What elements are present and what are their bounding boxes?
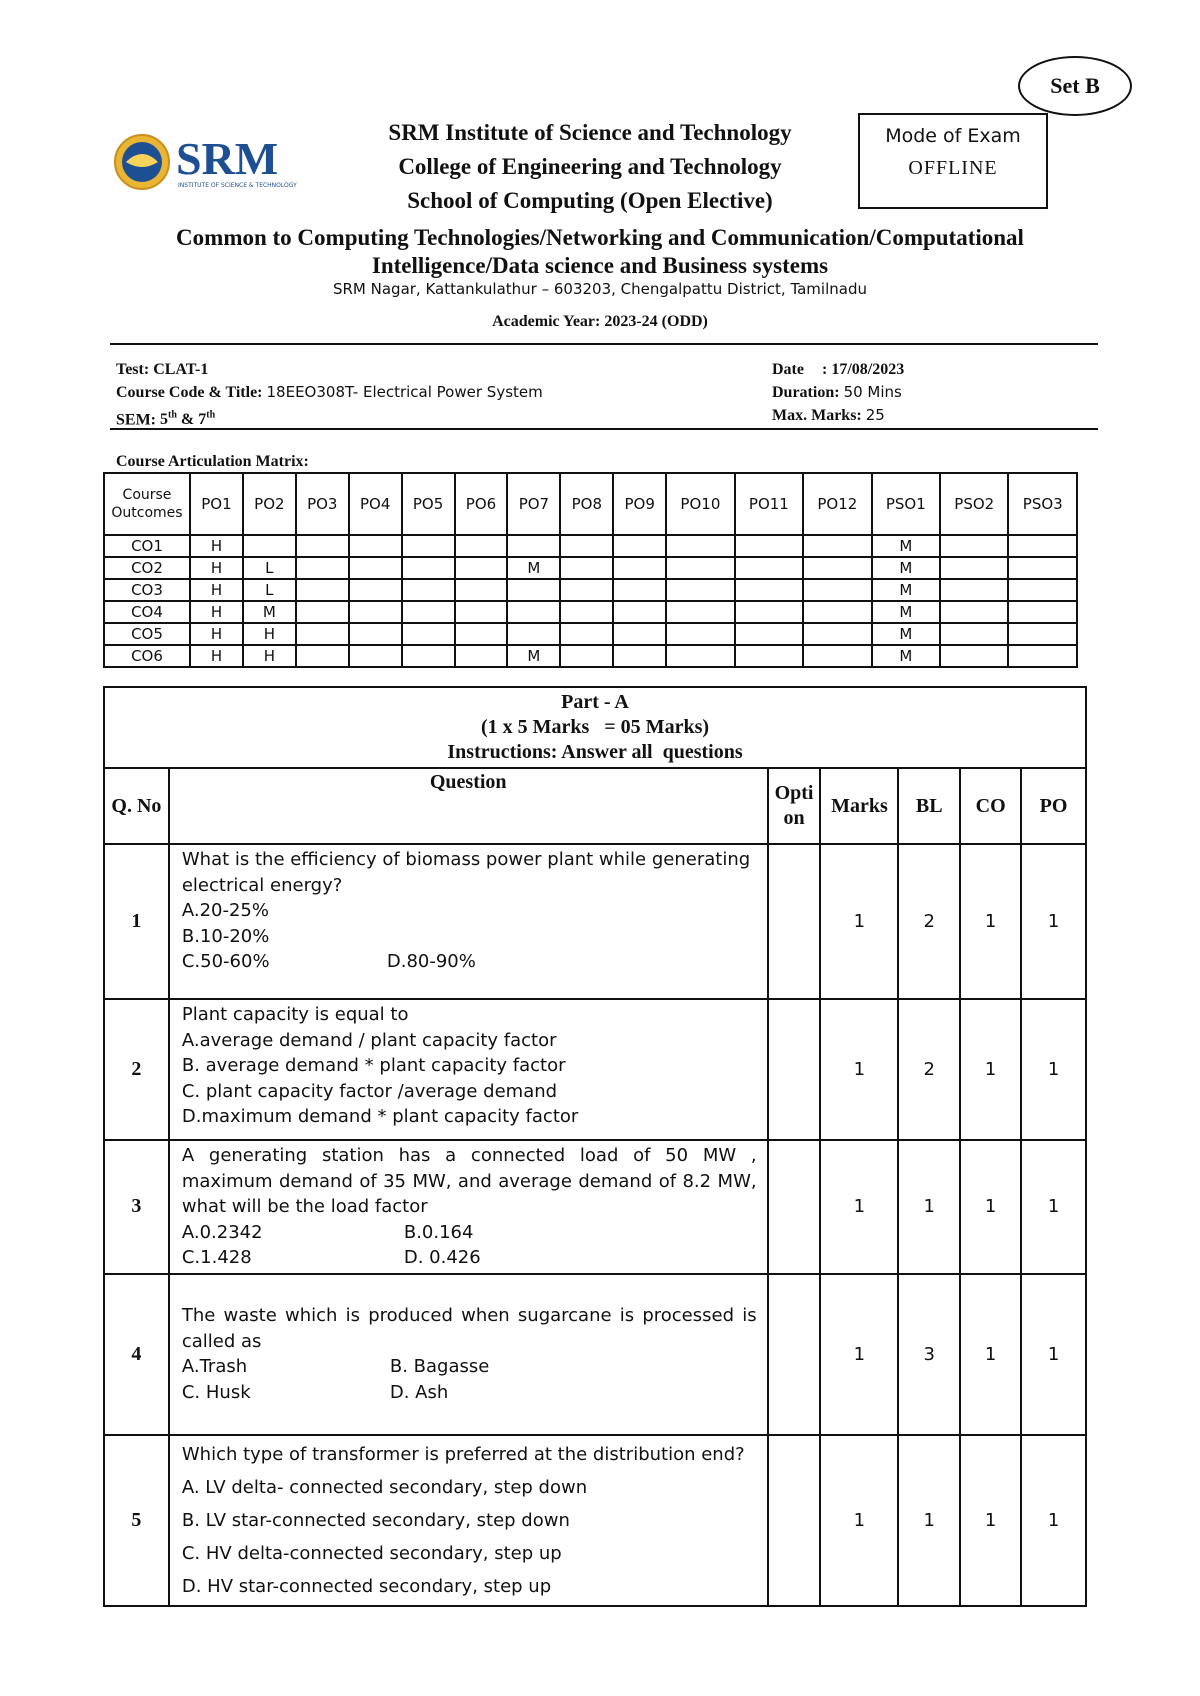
college-name: College of Engineering and Technology (398, 154, 782, 179)
question-row (104, 1435, 1086, 1606)
cam-cell (560, 557, 613, 579)
cam-cell (560, 601, 613, 623)
cam-cell (803, 535, 871, 557)
cam-cell: H (190, 601, 243, 623)
cam-cell: H (190, 645, 243, 667)
question-option (768, 844, 821, 999)
cam-cell (940, 601, 1008, 623)
cam-cell (243, 535, 296, 557)
question-marks: 1 (820, 844, 898, 999)
question-option (768, 1274, 821, 1435)
cam-cell (1008, 557, 1077, 579)
cam-header-po11: PO11 (735, 473, 803, 535)
test-label: Test: (116, 361, 150, 378)
part-a-instructions: Instructions: Answer all questions (447, 741, 743, 763)
date-value: : 17/08/2023 (822, 361, 905, 378)
cam-cell (296, 623, 349, 645)
cam-cell (455, 623, 508, 645)
cam-cell: H (243, 645, 296, 667)
academic-year: Academic Year: 2023-24 (ODD) (492, 313, 708, 330)
cam-header-pso2: PSO2 (940, 473, 1008, 535)
cam-cell (613, 579, 666, 601)
cam-cell (735, 535, 803, 557)
cam-co-label: CO3 (104, 579, 190, 601)
test-value: CLAT-1 (153, 361, 209, 378)
question-row (104, 1274, 1086, 1435)
set-label: Set B (1018, 56, 1132, 116)
cam-cell (560, 645, 613, 667)
question-po: 1 (1021, 1435, 1086, 1606)
cam-cell (349, 623, 402, 645)
cam-co-label: CO6 (104, 645, 190, 667)
question-row (104, 999, 1086, 1140)
common-line-1: Common to Computing Technologies/Networking and Communication/Computational (176, 225, 1024, 250)
question-marks: 1 (820, 999, 898, 1140)
course-value: 18EEO308T- Electrical Power System (266, 383, 543, 401)
part-a-title: Part - A (561, 691, 629, 713)
cam-cell (455, 557, 508, 579)
cam-cell (613, 645, 666, 667)
cam-cell (349, 557, 402, 579)
question-po: 1 (1021, 1140, 1086, 1274)
cam-cell (613, 601, 666, 623)
question-number: 1 (104, 844, 169, 999)
cam-cell (507, 601, 560, 623)
question-co: 1 (960, 844, 1021, 999)
cam-cell (349, 535, 402, 557)
question-co: 1 (960, 1435, 1021, 1606)
cam-cell (940, 535, 1008, 557)
cam-cell: H (190, 535, 243, 557)
col-question: Question (169, 768, 768, 844)
cam-cell (455, 535, 508, 557)
cam-header-po10: PO10 (666, 473, 734, 535)
cam-cell (803, 557, 871, 579)
question-row (104, 844, 1086, 999)
cam-cell: H (190, 623, 243, 645)
cam-cell (402, 535, 455, 557)
cam-cell (349, 601, 402, 623)
cam-header-po8: PO8 (560, 473, 613, 535)
common-to-text (100, 224, 1100, 280)
cam-cell: H (243, 623, 296, 645)
date-label: Date (772, 361, 804, 378)
cam-cell (666, 557, 734, 579)
cam-cell (1008, 535, 1077, 557)
cam-cell (735, 601, 803, 623)
cam-cell (349, 645, 402, 667)
cam-cell (803, 645, 871, 667)
marks-value: 25 (865, 406, 885, 424)
cam-cell (735, 645, 803, 667)
question-text: The waste which is produced when sugarcane is processed is called as A.Trash B. Bagasse C. Husk D. Ash (169, 1274, 768, 1435)
cam-cell (803, 623, 871, 645)
cam-header-course-outcomes: Course Outcomes (104, 473, 190, 535)
cam-cell (296, 601, 349, 623)
logo-text: SRM (176, 133, 279, 184)
cam-cell (803, 579, 871, 601)
part-a-table (103, 686, 1087, 1607)
question-number: 2 (104, 999, 169, 1140)
cam-header-po9: PO9 (613, 473, 666, 535)
cam-row (104, 557, 1077, 579)
duration-label: Duration: (772, 384, 840, 401)
cam-co-label: CO5 (104, 623, 190, 645)
cam-co-label: CO2 (104, 557, 190, 579)
cam-cell (1008, 579, 1077, 601)
cam-header-po3: PO3 (296, 473, 349, 535)
cam-cell: M (872, 557, 940, 579)
logo-subtext: INSTITUTE OF SCIENCE & TECHNOLOGY (178, 182, 297, 189)
cam-title: Course Articulation Matrix: (116, 453, 309, 470)
cam-cell (402, 645, 455, 667)
cam-header-po12: PO12 (803, 473, 871, 535)
question-marks: 1 (820, 1140, 898, 1274)
test-info-left (116, 358, 756, 431)
cam-cell (402, 557, 455, 579)
cam-cell (940, 623, 1008, 645)
cam-header-po1: PO1 (190, 473, 243, 535)
cam-co-label: CO1 (104, 535, 190, 557)
cam-cell (940, 579, 1008, 601)
institution-header (340, 116, 840, 218)
address: SRM Nagar, Kattankulathur – 603203, Chengalpattu District, Tamilnadu (332, 280, 867, 298)
col-qno: Q. No (104, 768, 169, 844)
cam-cell (296, 535, 349, 557)
cam-cell: M (872, 601, 940, 623)
test-info-right (772, 358, 1092, 427)
question-text: A generating station has a connected load of 50 MW , maximum demand of 35 MW, and average demand of 8.2 MW, what will be the load factor A.0.2342 B.0.164 C.1.428 D. 0.426 (169, 1140, 768, 1274)
cam-cell: M (872, 579, 940, 601)
divider-bottom (110, 428, 1098, 430)
question-po: 1 (1021, 844, 1086, 999)
cam-cell (666, 601, 734, 623)
cam-cell: M (872, 623, 940, 645)
question-bl: 2 (898, 844, 960, 999)
school-name: School of Computing (Open Elective) (407, 188, 773, 213)
cam-cell (940, 645, 1008, 667)
col-po: PO (1021, 768, 1086, 844)
part-a-header (104, 687, 1086, 768)
question-marks: 1 (820, 1435, 898, 1606)
question-text: What is the efficiency of biomass power plant while generating electrical energy? A.20-25% B.10-20% C.50-60% D.80-90% (169, 844, 768, 999)
cam-cell (402, 601, 455, 623)
cam-cell (560, 623, 613, 645)
cam-cell (613, 557, 666, 579)
sem-label: SEM: (116, 411, 156, 429)
question-row (104, 1140, 1086, 1274)
cam-cell: L (243, 579, 296, 601)
cam-cell (1008, 623, 1077, 645)
question-bl: 1 (898, 1140, 960, 1274)
cam-cell (666, 623, 734, 645)
cam-cell (613, 535, 666, 557)
cam-row (104, 645, 1077, 667)
cam-cell (560, 535, 613, 557)
cam-header-po7: PO7 (507, 473, 560, 535)
question-option (768, 1140, 821, 1274)
cam-cell (349, 579, 402, 601)
cam-cell (735, 579, 803, 601)
cam-cell (455, 645, 508, 667)
cam-cell (507, 623, 560, 645)
question-number: 3 (104, 1140, 169, 1274)
cam-cell (507, 579, 560, 601)
cam-cell (735, 557, 803, 579)
duration-value: 50 Mins (843, 383, 902, 401)
cam-cell: H (190, 557, 243, 579)
question-bl: 2 (898, 999, 960, 1140)
cam-cell (735, 623, 803, 645)
cam-header-po2: PO2 (243, 473, 296, 535)
cam-cell (296, 645, 349, 667)
institute-name: SRM Institute of Science and Technology (388, 120, 792, 145)
cam-cell: M (243, 601, 296, 623)
sem-value: 5th & 7th (160, 410, 216, 429)
cam-cell: M (507, 645, 560, 667)
question-marks: 1 (820, 1274, 898, 1435)
cam-cell (402, 623, 455, 645)
cam-cell (296, 579, 349, 601)
question-option (768, 1435, 821, 1606)
cam-cell (613, 623, 666, 645)
question-co: 1 (960, 999, 1021, 1140)
question-po: 1 (1021, 1274, 1086, 1435)
cam-cell: M (872, 535, 940, 557)
question-bl: 1 (898, 1435, 960, 1606)
cam-cell (296, 557, 349, 579)
question-po: 1 (1021, 999, 1086, 1140)
part-a-marks: (1 x 5 Marks = 05 Marks) (480, 716, 710, 738)
question-co: 1 (960, 1140, 1021, 1274)
cam-cell: L (243, 557, 296, 579)
cam-cell (940, 557, 1008, 579)
mode-value: OFFLINE (908, 157, 998, 179)
mode-of-exam-box (858, 113, 1048, 209)
cam-cell (402, 579, 455, 601)
cam-header-po6: PO6 (455, 473, 508, 535)
marks-label: Max. Marks: (772, 407, 862, 424)
cam-cell (455, 579, 508, 601)
cam-cell (803, 601, 871, 623)
cam-cell: M (872, 645, 940, 667)
mode-label: Mode of Exam (885, 125, 1021, 147)
cam-cell: H (190, 579, 243, 601)
cam-co-label: CO4 (104, 601, 190, 623)
cam-cell (666, 579, 734, 601)
cam-cell (455, 601, 508, 623)
cam-cell (666, 645, 734, 667)
cam-cell (560, 579, 613, 601)
col-option: Option (768, 768, 821, 844)
question-text: Plant capacity is equal to A.average demand / plant capacity factor B. average demand * plant capacity factor C. plant capacity factor /average demand D.maximum demand * plant capacity factor (169, 999, 768, 1140)
course-label: Course Code & Title: (116, 384, 263, 401)
cam-row (104, 601, 1077, 623)
question-co: 1 (960, 1274, 1021, 1435)
common-line-2: Intelligence/Data science and Business systems (371, 253, 829, 278)
course-articulation-matrix (103, 472, 1078, 668)
cam-row (104, 535, 1077, 557)
cam-cell (1008, 601, 1077, 623)
col-co: CO (960, 768, 1021, 844)
srm-logo (112, 132, 322, 196)
cam-cell (1008, 645, 1077, 667)
cam-header-po5: PO5 (402, 473, 455, 535)
divider-top (110, 343, 1098, 345)
col-bl: BL (898, 768, 960, 844)
col-marks: Marks (820, 768, 898, 844)
cam-row (104, 579, 1077, 601)
question-option (768, 999, 821, 1140)
cam-header-pso1: PSO1 (872, 473, 940, 535)
cam-header-pso3: PSO3 (1008, 473, 1077, 535)
question-bl: 3 (898, 1274, 960, 1435)
cam-cell (507, 535, 560, 557)
cam-header-po4: PO4 (349, 473, 402, 535)
question-number: 5 (104, 1435, 169, 1606)
cam-row (104, 623, 1077, 645)
question-text: Which type of transformer is preferred at the distribution end? A. LV delta- connected secondary, step down B. LV star-connected secondary, step down C. HV delta-connected secondary, step up D. HV star-connected secondary, step up (169, 1435, 768, 1606)
cam-cell (666, 535, 734, 557)
question-number: 4 (104, 1274, 169, 1435)
cam-cell: M (507, 557, 560, 579)
